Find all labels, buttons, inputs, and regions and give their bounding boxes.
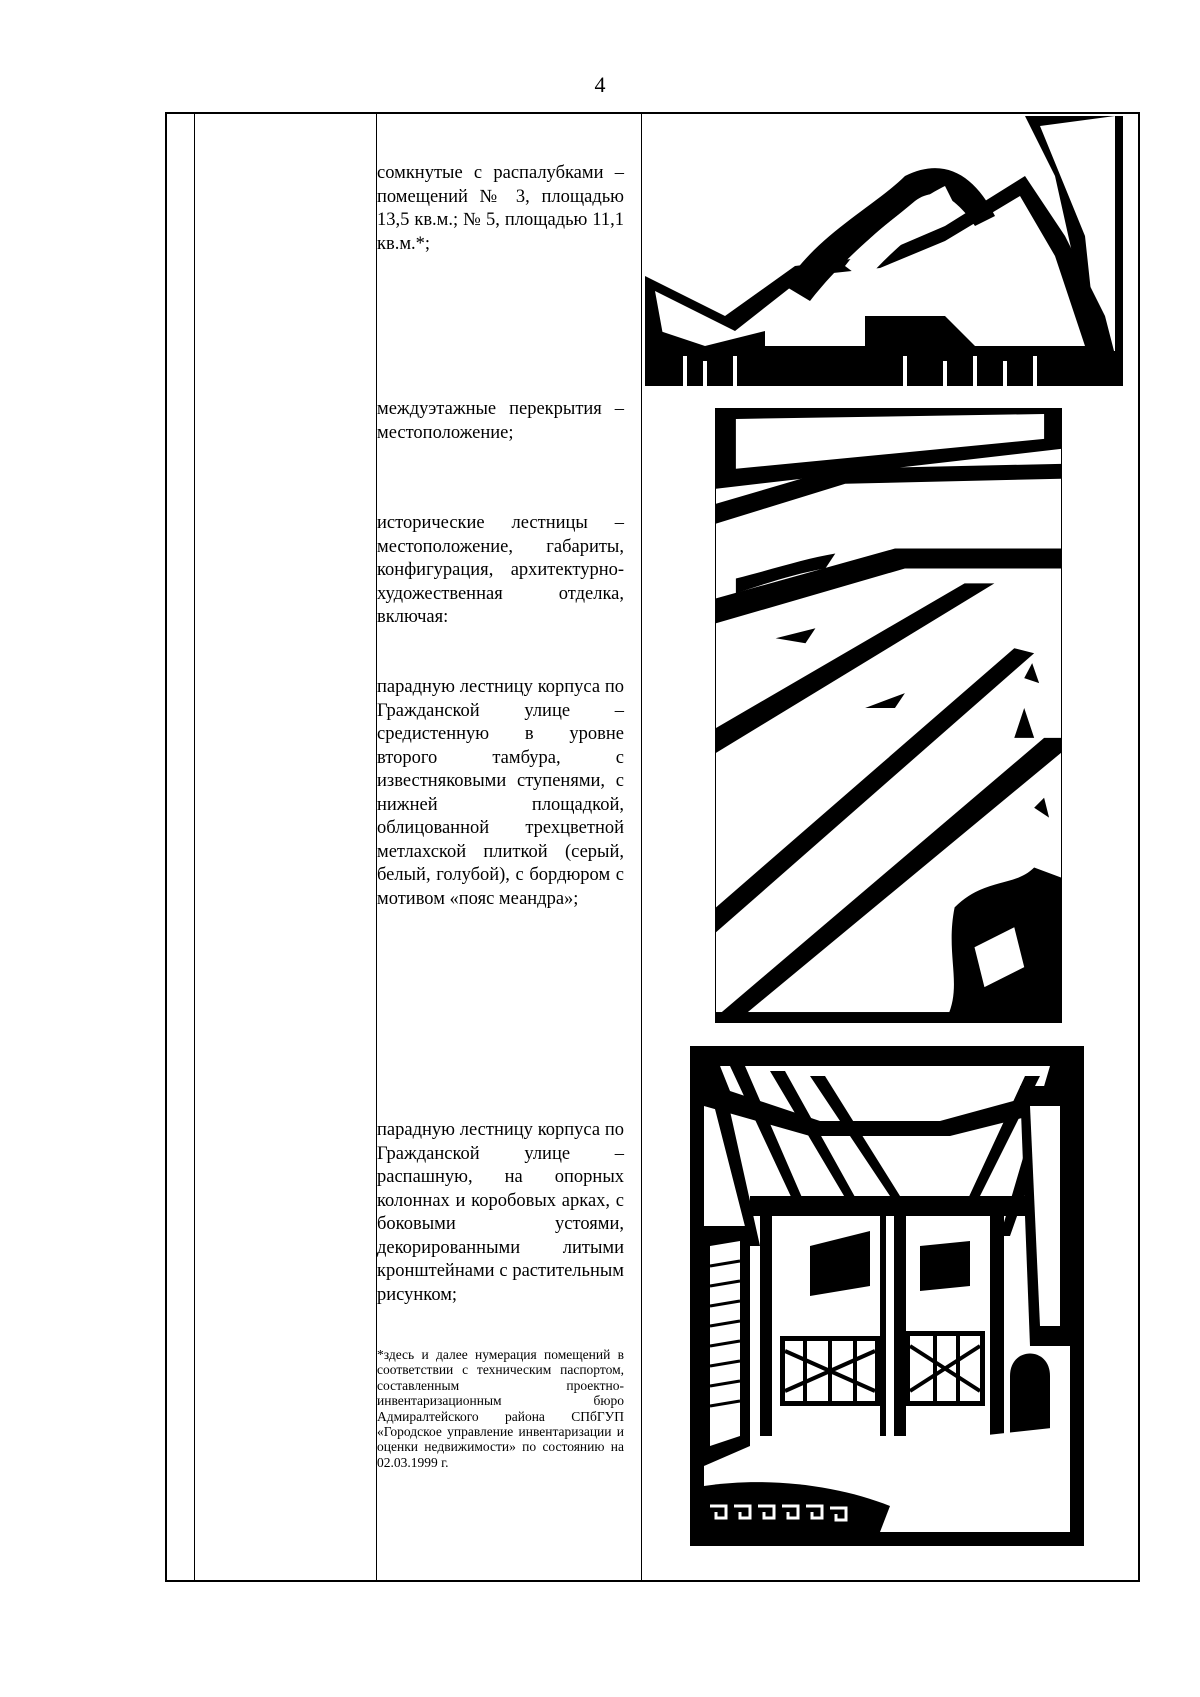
item-main-stair-2-text: парадную лестницу корпуса по Гражданской улице – распашную, на опорных колоннах и коробовых арках, с боковыми устоями, декорированными литыми кронштейнами с растительным рисунком; <box>377 1120 624 1305</box>
column-divider-3 <box>641 114 642 1580</box>
photo-staircase-hall-image <box>690 1046 1084 1546</box>
photo-staircase-hall <box>690 1046 1084 1546</box>
photo-vaulted-ceiling-image <box>645 116 1123 386</box>
item-main-stair-1-text: парадную лестницу корпуса по Гражданской улице – средистенную в уровне второго тамбура, с известняковыми ступенями, с нижней площадкой, облицованной трехцветной метлахской плиткой (серый, белый, голубой), с бордюром с мотивом «пояс меандра»; <box>377 677 624 909</box>
photo-staircase-steps <box>715 408 1062 1023</box>
item-stairs-text: исторические лестницы – местоположение, габариты, конфигурация, архитектурно-художественная отделка, включая: <box>377 513 624 627</box>
item-vaults-text: сомкнутые с распалубками – помещений № 3, площадью 13,5 кв.м.; № 5, площадью 11,1 кв.м.*; <box>377 163 624 254</box>
photo-staircase-steps-image <box>716 409 1061 1022</box>
photo-vaulted-ceiling <box>645 116 1123 386</box>
column-divider-1 <box>194 114 195 1580</box>
item-floor-slabs-text: междуэтажные перекрытия – местоположение; <box>377 399 624 443</box>
footnote-text: *здесь и далее нумерация помещений в соответствии с техническим паспортом, составленным проектно-инвентаризационным бюро Адмиралтейского района СПбГУП «Городское управление инвентаризации и оценки недвижимости» по состоянию на 02.03.1999 г. <box>377 1347 624 1470</box>
page-number: 4 <box>594 72 606 97</box>
